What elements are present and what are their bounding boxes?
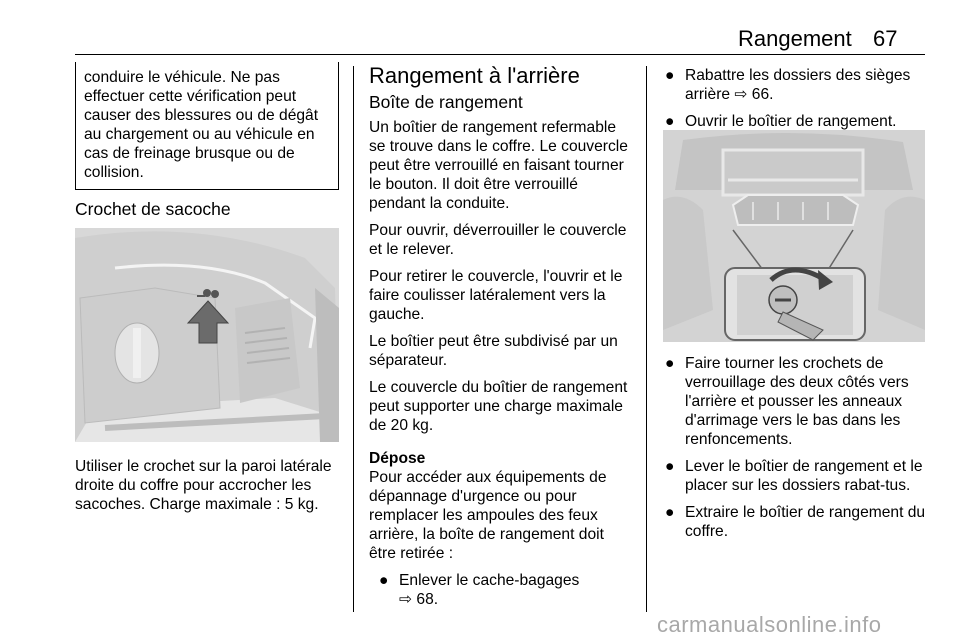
storage-box-drawing xyxy=(663,130,925,342)
column-divider-2 xyxy=(646,66,647,612)
storage-box-illustration xyxy=(663,130,925,342)
bullet-item xyxy=(663,354,927,449)
bullet-text: Ouvrir le boîtier de rangement. xyxy=(685,113,897,130)
subheading-boite: Boîte de rangement xyxy=(369,92,523,112)
bullet-dot: ● xyxy=(379,572,389,589)
header-rule xyxy=(75,54,925,55)
section-heading-rangement-arriere: Rangement à l'arrière xyxy=(369,63,580,88)
column-divider-1 xyxy=(353,66,354,612)
bullet-item xyxy=(663,66,927,104)
bullet-item xyxy=(663,457,927,495)
trunk-hook-drawing xyxy=(75,228,339,442)
bullet-text: Extraire le boîtier de rangement du coffre. xyxy=(685,504,926,540)
crochet-caption: Utiliser le crochet sur la paroi latérale droite du coffre pour accrocher les sacoches. Charge maximale : 5 kg. xyxy=(75,458,332,513)
depose-text: Pour accéder aux équipements de dépannage d'urgence ou pour remplacer les ampoules des feux arrière, la boîte de rangement doit être retirée : xyxy=(369,469,607,562)
cross-reference-link[interactable]: ⇨ 68. xyxy=(399,591,439,608)
bullet-text: Enlever le cache-bagages xyxy=(399,572,580,589)
paragraph-2: Pour ouvrir, déverrouiller le couvercle et le relever. xyxy=(369,222,627,258)
bullet-item xyxy=(371,571,635,609)
page-number: 67 xyxy=(873,26,898,51)
bullet-dot: ● xyxy=(665,113,675,130)
paragraph-1: Un boîtier de rangement refermable se trouve dans le coffre. Le couvercle peut être verrouillé en faisant tourner le bouton. Il doit être verrouillé pendant la conduite. xyxy=(369,119,628,212)
paragraph-3: Pour retirer le couvercle, l'ouvrir et le faire coulisser latéralement vers la gauche. xyxy=(369,268,623,323)
section-heading-crochet: Crochet de sacoche xyxy=(75,199,231,219)
paragraph-5: Le couvercle du boîtier de rangement peut supporter une charge maximale de 20 kg. xyxy=(369,379,628,434)
page-header-title: Rangement xyxy=(738,26,852,51)
warning-text: conduire le véhicule. Ne pas effectuer cette vérification peut causer des blessures ou de dégât au chargement ou au véhicule en cas de freinage brusque ou de collision. xyxy=(84,69,319,181)
bullet-dot: ● xyxy=(665,504,675,521)
bullet-text: Rabattre les dossiers des sièges arrière xyxy=(685,67,911,103)
watermark: carmanualsonline.info xyxy=(657,612,882,637)
bullet-item xyxy=(663,112,927,131)
bullet-text: Lever le boîtier de rangement et le placer sur les dossiers rabat-tus. xyxy=(685,458,923,494)
bullet-dot: ● xyxy=(665,458,675,475)
warning-box xyxy=(75,62,339,190)
cross-reference-link[interactable]: ⇨ 66. xyxy=(734,86,774,103)
bullet-item xyxy=(663,503,927,541)
bullet-text: Faire tourner les crochets de verrouillage des deux côtés vers l'arrière et pousser les anneaux d'arrimage vers le bas dans les renfoncements. xyxy=(685,355,909,448)
trunk-hook-illustration xyxy=(75,228,339,442)
depose-heading: Dépose xyxy=(369,450,426,467)
paragraph-4: Le boîtier peut être subdivisé par un séparateur. xyxy=(369,333,618,369)
bullet-dot: ● xyxy=(665,355,675,372)
bullet-dot: ● xyxy=(665,67,675,84)
